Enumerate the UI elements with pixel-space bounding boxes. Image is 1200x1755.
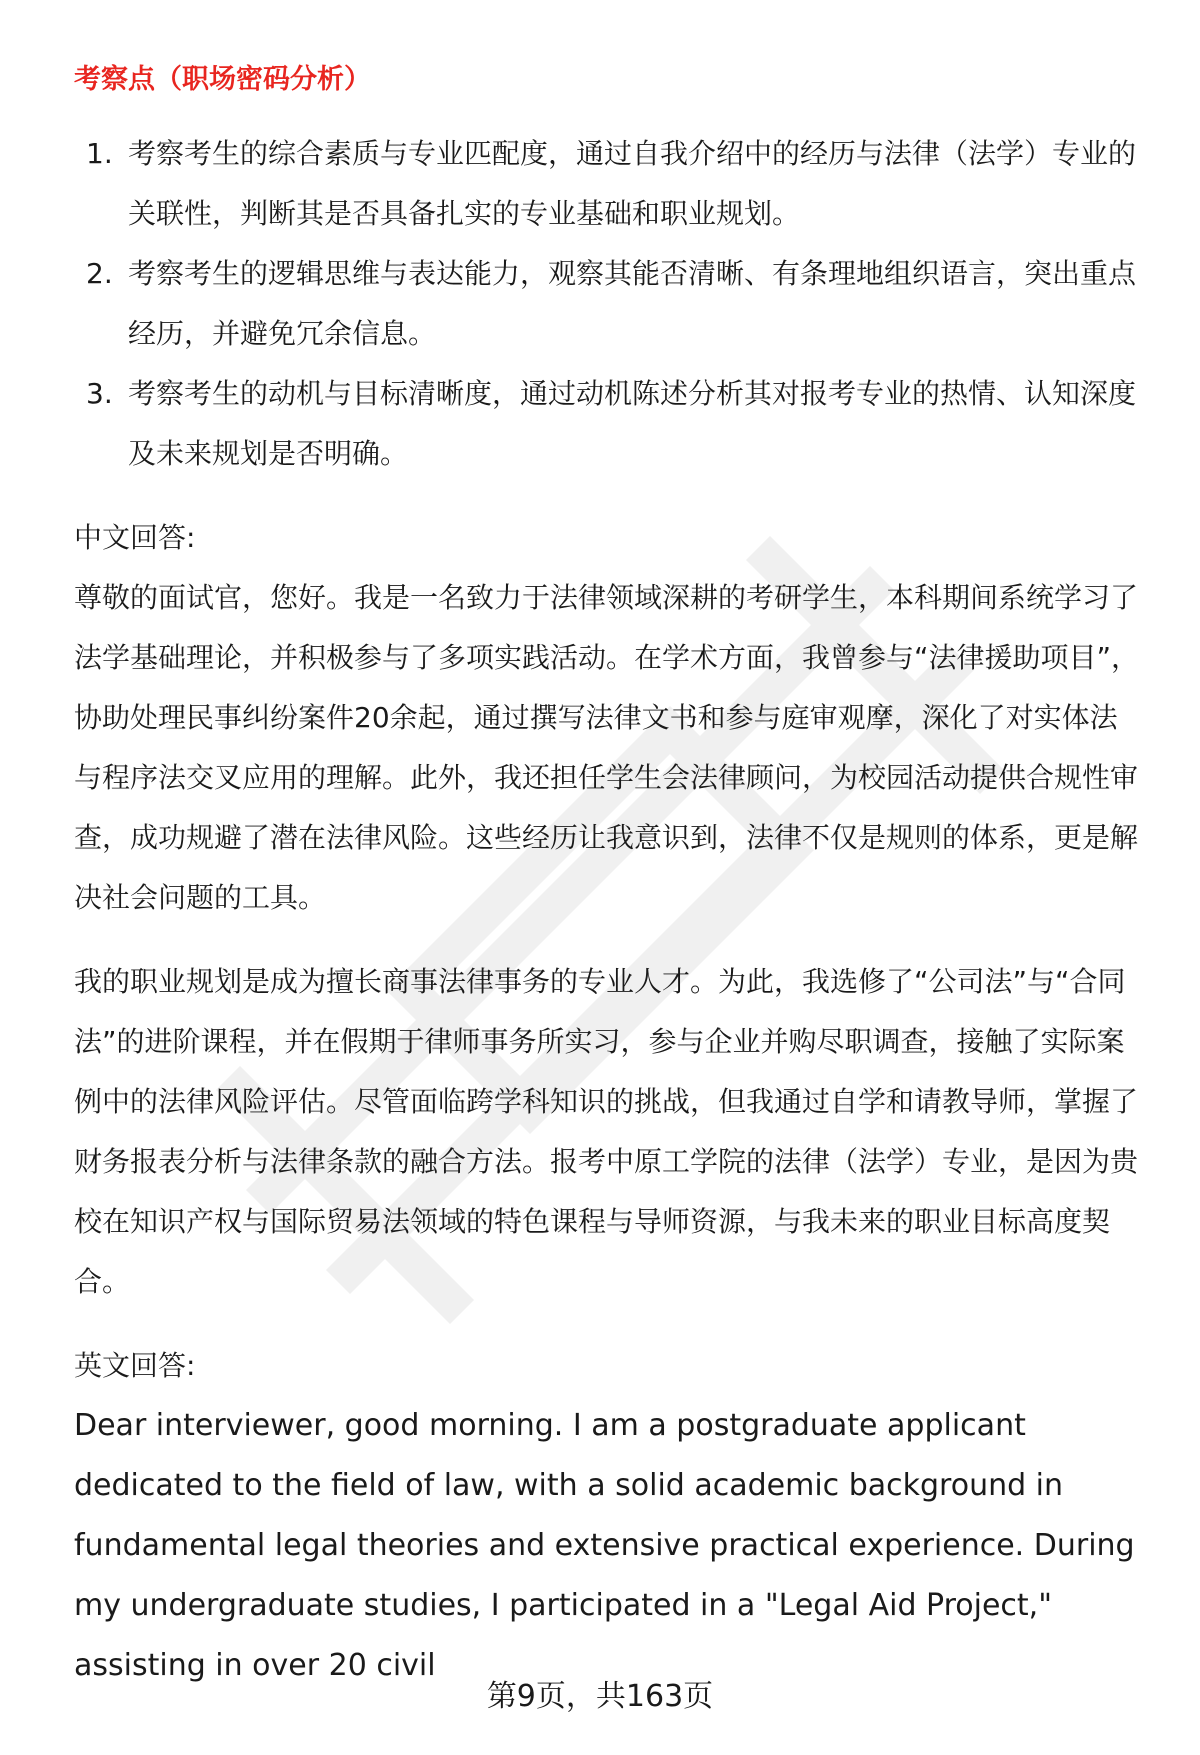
list-item-text: 考察考生的动机与目标清晰度，通过动机陈述分析其对报考专业的热情、认知深度及未来规划是否明确。 xyxy=(128,377,1137,470)
chinese-answer-paragraph: 尊敬的面试官，您好。我是一名致力于法律领域深耕的考研学生，本科期间系统学习了法学基础理论，并积极参与了多项实践活动。在学术方面，我曾参与“法律援助项目”，协助处理民事纠纷案件20余起，通过撰写法律文书和参与庭审观摩，深化了对实体法与程序法交叉应用的理解。此外，我还担任学生会法律顾问，为校园活动提供合规性审查，成功规避了潜在法律风险。这些经历让我意识到，法律不仅是规则的体系，更是解决社会问题的工具。 xyxy=(74,581,1140,914)
section-heading: 考察点（职场密码分析） xyxy=(74,64,371,95)
english-answer-paragraph: Dear interviewer, good morning. I am a postgraduate applicant dedicated to the field of law, with a solid academic background in fundamental legal theories and extensive practical experience. During my undergraduate studies, I participated in a "Legal Aid Project," assisting in over 20 civil xyxy=(74,1408,1135,1683)
list-item-number: 2. xyxy=(86,257,113,290)
page-number-footer: 第9页，共163页 xyxy=(486,1679,714,1714)
list-item-number: 1. xyxy=(86,137,113,170)
list-item xyxy=(74,244,1144,364)
content-area xyxy=(74,58,1144,1696)
list-item-number: 3. xyxy=(86,377,113,410)
list-item-text: 考察考生的综合素质与专业匹配度，通过自我介绍中的经历与法律（法学）专业的关联性，判断其是否具备扎实的专业基础和职业规划。 xyxy=(128,137,1137,230)
list-item xyxy=(74,364,1144,484)
list-item xyxy=(74,124,1144,244)
list-item-text: 考察考生的逻辑思维与表达能力，观察其能否清晰、有条理地组织语言，突出重点经历，并避免冗余信息。 xyxy=(128,257,1137,350)
english-answer-label: 英文回答: xyxy=(74,1349,196,1382)
chinese-answer-label: 中文回答: xyxy=(74,521,196,554)
chinese-answer-paragraph: 我的职业规划是成为擅长商事法律事务的专业人才。为此，我选修了“公司法”与“合同法”的进阶课程，并在假期于律师事务所实习，参与企业并购尽职调查，接触了实际案例中的法律风险评估。尽管面临跨学科知识的挑战，但我通过自学和请教导师，掌握了财务报表分析与法律条款的融合方法。报考中原工学院的法律（法学）专业，是因为贵校在知识产权与国际贸易法领域的特色课程与导师资源，与我未来的职业目标高度契合。 xyxy=(74,965,1139,1298)
assessment-points-list xyxy=(74,124,1144,484)
